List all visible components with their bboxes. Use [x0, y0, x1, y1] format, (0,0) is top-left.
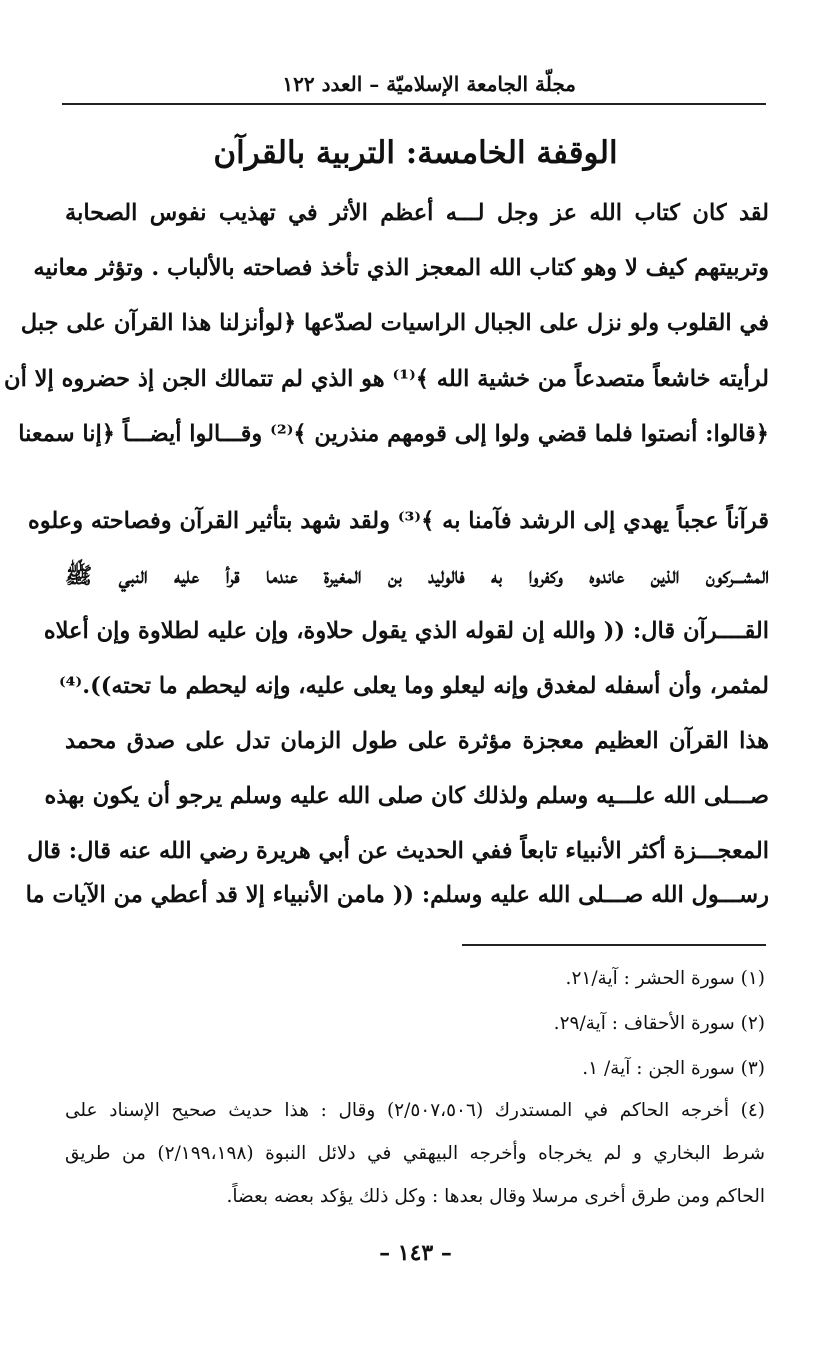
body-line: المعجـــزة أكثر الأنبياء تابعاً ففي الحديث عن أبي هريرة رضي الله عنه قال: قال [26, 838, 769, 864]
footnote-4-cont: الحاكم ومن طرق أخرى مرسلا وقال بعدها : وكل ذلك يؤكد بعضه بعضاً. [226, 1186, 765, 1207]
body-line: صـــلى الله علـــيه وسلم ولذلك كان صلى الله عليه وسلم يرجو أن يكون بهذه [44, 783, 769, 809]
body-line: في القلوب ولو نزل على الجبال الراسيات لصدّعها ﴿لوأنزلنا هذا القرآن على جبل [20, 310, 769, 336]
body-line: ﴿قالوا: أنصتوا فلما قضي ولوا إلى قومهم منذرين ﴾⁽²⁾ وقـــالوا أيضـــاً ﴿إنا سمعنا [18, 421, 769, 447]
section-title: الوقفة الخامسة: التربية بالقرآن [213, 135, 618, 171]
footnote-1: (١) سورة الحشر : آية/٢١. [565, 968, 765, 989]
page-number: – ١٤٣ – [379, 1240, 452, 1266]
body-line: لقد كان كتاب الله عز وجل لـــه أعظم الأثر في تهذيب نفوس الصحابة [65, 200, 769, 226]
running-header: مجلّة الجامعة الإسلاميّة – العدد ١٢٢ [282, 72, 576, 96]
footnote-divider [462, 944, 766, 946]
header-divider [62, 103, 766, 105]
body-line: لمثمر، وأن أسفله لمغدق وإنه ليعلو وما يعلى عليه، وإنه ليحطم ما تحته)).⁽⁴⁾ [58, 673, 769, 699]
body-line: وتربيتهم كيف لا وهو كتاب الله المعجز الذي تأخذ فصاحته بالألباب . وتؤثر معانيه [33, 255, 769, 281]
body-line: رســـول الله صـــلى الله عليه وسلم: (( مامن الأنبياء إلا قد أعطي من الآيات ما [25, 882, 769, 908]
footnote-4: (٤) أخرجه الحاكم في المستدرك (٢/٥٠٧،٥٠٦) وقال : هذا حديث صحيح الإسناد على [65, 1100, 765, 1121]
body-line: المشـــركون الذين عاندوه وكفروا به فالوليد بن المغيرة عندما قرأ عليه النبي ﷺ [65, 563, 769, 589]
footnote-4-cont: شرط البخاري و لم يخرجاه وأخرجه البيهقي في دلائل النبوة (٢/١٩٩،١٩٨) من طريق [65, 1143, 765, 1164]
body-line: هذا القرآن العظيم معجزة مؤثرة على طول الزمان تدل على صدق محمد [65, 728, 769, 754]
footnote-3: (٣) سورة الجن : آية/ ١. [582, 1058, 765, 1079]
body-line: قرآناً عجباً يهدي إلى الرشد فآمنا به ﴾⁽³⁾ ولقد شهد بتأثير القرآن وفصاحته وعلوه [27, 508, 769, 534]
footnote-2: (٢) سورة الأحقاف : آية/٢٩. [553, 1013, 765, 1034]
body-line: القــــرآن قال: (( والله إن لقوله الذي يقول حلاوة، وإن عليه لطلاوة وإن أعلاه [43, 618, 769, 644]
body-line: لرأيته خاشعاً متصدعاً من خشية الله ﴾⁽¹⁾ هو الذي لم تتمالك الجن إذ حضروه إلا أن [4, 366, 769, 392]
